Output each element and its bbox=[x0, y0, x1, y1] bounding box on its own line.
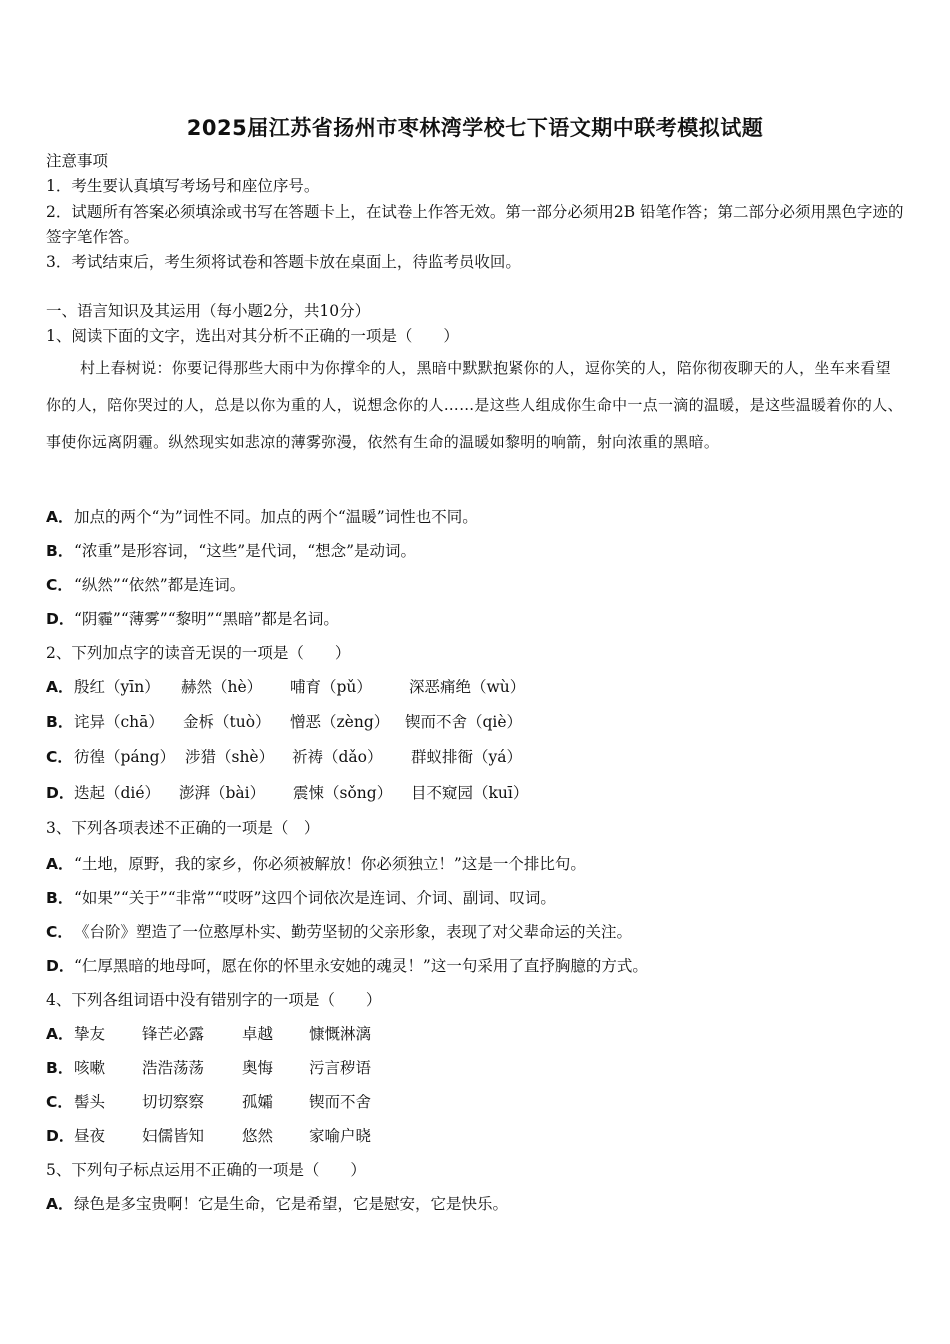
q4-option-c bbox=[46, 1091, 371, 1113]
option-word: 挚友 bbox=[74, 1025, 106, 1043]
q3-option-c bbox=[46, 921, 632, 943]
question-4-stem: 4、下列各组词语中没有错别字的一项是（ ） bbox=[46, 991, 382, 1009]
option-word: 昼夜 bbox=[74, 1127, 106, 1145]
option-word: 憎恶（zèng） bbox=[290, 713, 390, 731]
notice-item-2: 2．试题所有答案必须填涂或书写在答题卡上，在试卷上作答无效。第一部分必须用2B 铅笔作答；第二部分必须用黑色字迹的签字笔作答。 bbox=[46, 203, 904, 246]
option-text: “土地，原野，我的家乡，你必须被解放！你必须独立！”这是一个排比句。 bbox=[74, 855, 586, 873]
option-word: 悠然 bbox=[242, 1127, 274, 1145]
option-text: 绿色是多宝贵啊！它是生命，它是希望，它是慰安，它是快乐。 bbox=[74, 1195, 509, 1213]
option-word: 污言秽语 bbox=[309, 1059, 372, 1077]
option-label: B． bbox=[46, 713, 74, 731]
q2-option-d bbox=[46, 782, 528, 804]
question-1-stem: 1、阅读下面的文字，选出对其分析不正确的一项是（ ） bbox=[46, 327, 459, 345]
option-label: D． bbox=[46, 610, 75, 628]
notice-item-3: 3．考试结束后，考生须将试卷和答题卡放在桌面上，待监考员收回。 bbox=[46, 253, 521, 271]
q2-option-b bbox=[46, 711, 522, 733]
option-text: “仁厚黑暗的地母呵，愿在你的怀里永安她的魂灵！”这一句采用了直抒胸臆的方式。 bbox=[74, 957, 648, 975]
notice-heading: 注意事项 bbox=[46, 152, 109, 170]
option-label: A． bbox=[46, 1025, 74, 1043]
option-word: 切切察察 bbox=[142, 1093, 205, 1111]
option-text: “阴霾”“薄雾”“黎明”“黑暗”都是名词。 bbox=[74, 610, 339, 628]
question-5-stem: 5、下列句子标点运用不正确的一项是（ ） bbox=[46, 1161, 366, 1179]
q4-option-b bbox=[46, 1057, 371, 1079]
option-text: “浓重”是形容词，“这些”是代词，“想念”是动词。 bbox=[74, 542, 417, 560]
option-word: 迭起（dié） bbox=[74, 784, 161, 802]
option-word: 慷慨淋漓 bbox=[309, 1025, 372, 1043]
option-label: B． bbox=[46, 889, 74, 907]
option-word: 锲而不舍 bbox=[309, 1093, 372, 1111]
option-text: “纵然”“依然”都是连词。 bbox=[74, 576, 246, 594]
option-word: 浩浩荡荡 bbox=[142, 1059, 205, 1077]
option-label: A． bbox=[46, 855, 74, 873]
q2-option-c bbox=[46, 746, 522, 768]
option-label: A． bbox=[46, 1195, 74, 1213]
option-word: 涉猎（shè） bbox=[185, 748, 275, 766]
notice-item-1: 1．考生要认真填写考场号和座位序号。 bbox=[46, 177, 320, 195]
q3-option-d bbox=[46, 955, 648, 977]
option-word: 奥悔 bbox=[242, 1059, 274, 1077]
option-label: D． bbox=[46, 1127, 75, 1145]
option-label: D． bbox=[46, 784, 75, 802]
q2-option-a bbox=[46, 676, 525, 698]
option-word: 赫然（hè） bbox=[181, 678, 263, 696]
q1-option-b bbox=[46, 540, 416, 562]
option-word: 咳嗽 bbox=[74, 1059, 106, 1077]
option-text: “如果”“关于”“非常”“哎呀”这四个词依次是连词、介词、副词、叹词。 bbox=[74, 889, 556, 907]
q3-option-b bbox=[46, 887, 556, 909]
option-label: A． bbox=[46, 678, 74, 696]
option-word: 锲而不舍（qiè） bbox=[405, 713, 523, 731]
q5-option-a bbox=[46, 1193, 508, 1215]
section-heading: 一、语言知识及其运用（每小题2分，共10分） bbox=[46, 302, 371, 320]
option-label: C． bbox=[46, 576, 73, 594]
q1-option-a bbox=[46, 506, 478, 528]
option-word: 家喻户晓 bbox=[309, 1127, 372, 1145]
option-word: 彷徨（páng） bbox=[74, 748, 176, 766]
q4-option-a bbox=[46, 1023, 371, 1045]
option-word: 殷红（yīn） bbox=[74, 678, 160, 696]
question-1-passage: 村上春树说：你要记得那些大雨中为你撑伞的人，黑暗中默默抱紧你的人，逗你笑的人，陪你彻夜聊天的人，坐车来看望你的人，陪你哭过的人，总是以你为重的人，说想念你的人……是这些人组成你生命中一点一滴的温暖，是这些温暖着你的人、事使你远离阴霾。纵然现实如悲凉的薄雾弥漫，依然有生命的温暖如黎明的响箭，射向浓重的黑暗。 bbox=[46, 359, 903, 451]
page-title: 2025届江苏省扬州市枣林湾学校七下语文期中联考模拟试题 bbox=[186, 116, 764, 140]
option-word: 锋芒必露 bbox=[142, 1025, 205, 1043]
option-word: 诧异（chā） bbox=[74, 713, 164, 731]
option-label: B． bbox=[46, 542, 74, 560]
option-word: 髻头 bbox=[74, 1093, 106, 1111]
q1-option-c bbox=[46, 574, 245, 596]
option-text: 加点的两个“为”词性不同。加点的两个“温暖”词性也不同。 bbox=[74, 508, 478, 526]
option-word: 孤孀 bbox=[242, 1093, 274, 1111]
option-word: 震悚（sǒng） bbox=[293, 784, 393, 802]
question-2-stem: 2、下列加点字的读音无误的一项是（ ） bbox=[46, 644, 351, 662]
q4-option-d bbox=[46, 1125, 371, 1147]
option-text: 《台阶》塑造了一位憨厚朴实、勤劳坚韧的父亲形象，表现了对父辈命运的关注。 bbox=[74, 923, 633, 941]
option-label: A． bbox=[46, 508, 74, 526]
option-word: 深恶痛绝（wù） bbox=[409, 678, 526, 696]
option-label: C． bbox=[46, 1093, 73, 1111]
question-3-stem: 3、下列各项表述不正确的一项是（ ） bbox=[46, 819, 320, 837]
option-label: C． bbox=[46, 748, 73, 766]
option-word: 哺育（pǔ） bbox=[290, 678, 372, 696]
option-word: 澎湃（bài） bbox=[179, 784, 266, 802]
option-label: B． bbox=[46, 1059, 74, 1077]
q1-option-d bbox=[46, 608, 339, 630]
option-word: 目不窥园（kuī） bbox=[411, 784, 529, 802]
option-label: D． bbox=[46, 957, 75, 975]
q3-option-a bbox=[46, 853, 586, 875]
option-word: 群蚁排衙（yá） bbox=[411, 748, 522, 766]
option-word: 金柝（tuò） bbox=[183, 713, 271, 731]
option-word: 祈祷（dǎo） bbox=[292, 748, 383, 766]
option-word: 卓越 bbox=[242, 1025, 274, 1043]
option-label: C． bbox=[46, 923, 73, 941]
option-word: 妇儒皆知 bbox=[142, 1127, 205, 1145]
